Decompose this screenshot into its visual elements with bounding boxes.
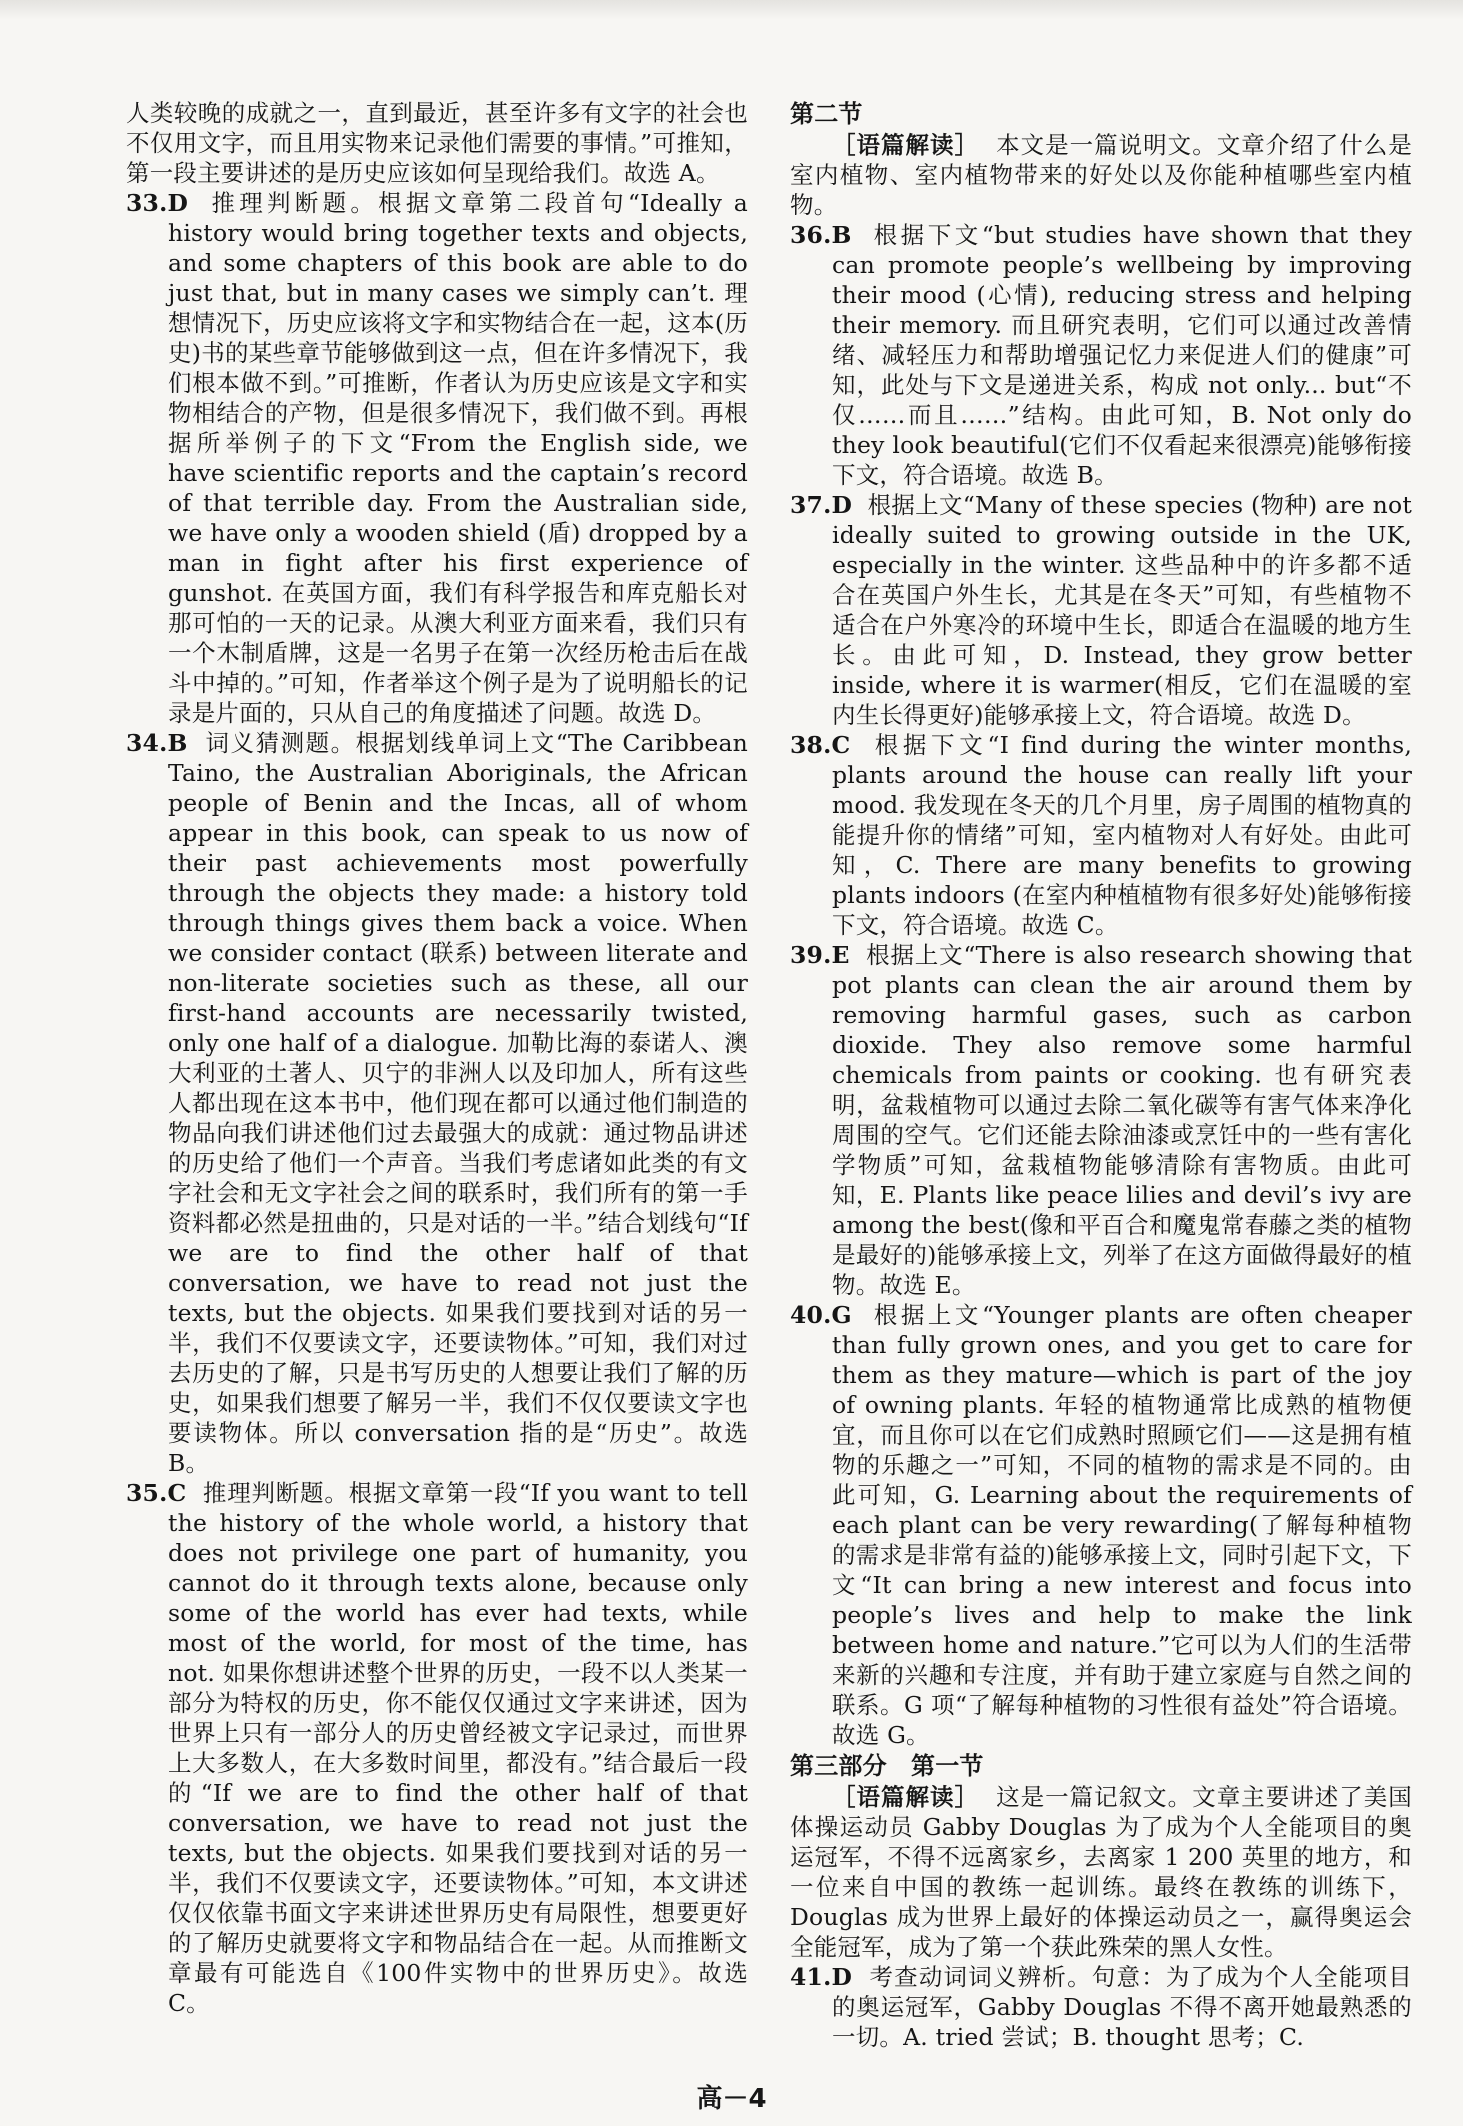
- section-heading: 第二节: [790, 100, 863, 128]
- answer-text: 根据下文“I find during the winter months, plants around the house can really lift your mood. 我发现在冬天的几个月里，房子周围的植物真的能提升你的情绪”可知，室内植物对人有好处。由此可知，C. There are many benefits to growing plants indoors (在室内种植植物有很多好处)能够衔接下文，符合语境。故选 C。: [832, 731, 1413, 939]
- answer-item-39: [790, 940, 1412, 1300]
- answer-item-40: [790, 1300, 1412, 1750]
- answer-number: 40.G: [790, 1301, 852, 1329]
- answer-text: 根据上文“Many of these species (物种) are not ideally suited to growing outside in the UK, especially in the winter. 这些品种中的许多都不适合在英国户外生长，尤其是在冬天”可知，有些植物不适合在户外寒冷的环境中生长，即适合在温暖的地方生长。由此可知，D. Instead, they grow better inside, where it is warmer(相反，它们在温暖的室内生长得更好)能够承接上文，符合语境。故选 D。: [832, 491, 1412, 729]
- answer-item-33: [126, 188, 748, 728]
- top-edge-band: [0, 0, 1463, 20]
- continued-paragraph: 人类较晚的成就之一，直到最近，甚至许多有文字的社会也不仅用文字，而且用实物来记录他们需要的事情。”可推知，第一段主要讲述的是历史应该如何呈现给我们。故选 A。: [126, 99, 748, 187]
- answer-text: 根据上文“Younger plants are often cheaper than fully grown ones, and you get to care for them as they mature—which is part of the joy of owning plants. 年轻的植物通常比成熟的植物便宜，而且你可以在它们成熟时照顾它们——这是拥有植物的乐趣之一”可知，不同的植物的需求是不同的。由此可知，G. Learning about the requirements of each plant can be very rewarding(了解每种植物的需求是非常有益的)能够承接上文，同时引起下文，下文“It can bring a new interest and focus into people’s lives and help to make the link between home and nature.”它可以为人们的生活带来新的兴趣和专注度，并有助于建立家庭与自然之间的联系。G 项“了解每种植物的习性很有益处”符合语境。故选 G。: [832, 1301, 1412, 1749]
- answer-item-35: [126, 1478, 748, 2018]
- answer-item-37: [790, 490, 1412, 730]
- answer-number: 41.D: [790, 1963, 853, 1991]
- answer-item-34: [126, 728, 748, 1478]
- answer-item-38: [790, 730, 1412, 940]
- answer-text: 词义猜测题。根据划线单词上文“The Caribbean Taino, the Australian Aboriginals, the African people of Benin and the Incas, all of whom appear in this book, can speak to us now of their past achievements most powerfully through the objects they made: a history told through things gives them back a voice. When we consider contact (联系) between literate and non-literate societies such as these, all our first-hand accounts are necessarily twisted, only one half of a dialogue. 加勒比海的泰诺人、澳大利亚的土著人、贝宁的非洲人以及印加人，所有这些人都出现在这本书中，他们现在都可以通过他们制造的物品向我们讲述他们过去最强大的成就：通过物品讲述的历史给了他们一个声音。当我们考虑诸如此类的有文字社会和无文字社会之间的联系时，我们所有的第一手资料都必然是扭曲的，只是对话的一半。”结合划线句“If we are to find the other half of that conversation, we have to read not just the texts, but the objects. 如果我们要找到对话的另一半，我们不仅要读文字，还要读物体。”可知，我们对过去历史的了解，只是书写历史的人想要让我们了解的历史，如果我们想要了解另一半，我们不仅仅要读文字也要读物体。所以 conversation 指的是“历史”。故选 B。: [168, 729, 748, 1477]
- summary-tag: ［语篇解读］: [832, 1783, 980, 1811]
- left-column: [126, 98, 748, 2018]
- section-heading: 第三部分 第一节: [790, 1752, 984, 1780]
- answer-text: 推理判断题。根据文章第一段“If you want to tell the history of the whole world, a history that does not privilege one part of humanity, you cannot do it through texts alone, because only some of the world has ever had texts, while most of the world, for most of the time, has not. 如果你想讲述整个世界的历史，一段不以人类某一部分为特权的历史，你不能仅仅通过文字来讲述，因为世界上只有一部分人的历史曾经被文字记录过，而世界上大多数人，在大多数时间里，都没有。”结合最后一段的“If we are to find the other half of that conversation, we have to read not just the texts, but the objects. 如果我们要找到对话的另一半，我们不仅要读文字，还要读物体。”可知，本文讲述仅仅依靠书面文字来讲述世界历史有局限性，想要更好的了解历史就要将文字和物品结合在一起。从而推断文章最有可能选自《100件实物中的世界历史》。故选 C。: [168, 1479, 749, 2017]
- answer-number: 35.C: [126, 1479, 187, 1507]
- passage-summary: [790, 130, 1412, 220]
- summary-text: 这是一篇记叙文。文章主要讲述了美国体操运动员 Gabby Douglas 为了成为个人全能项目的奥运冠军，不得不远离家乡，去离家 1 200 英里的地方，和一位来自中国的教练一起训练。最终在教练的训练下，Douglas 成为世界上最好的体操运动员之一，赢得奥运会全能冠军，成为了第一个获此殊荣的黑人女性。: [790, 1783, 1413, 1961]
- answer-number: 34.B: [126, 729, 188, 757]
- answer-text: 推理判断题。根据文章第二段首句“Ideally a history would bring together texts and objects, and some chapters of this book are able to do just that, but in many cases we simply can’t. 理想情况下，历史应该将文字和实物结合在一起，这本(历史)书的某些章节能够做到这一点，但在许多情况下，我们根本做不到。”可推断，作者认为历史应该是文字和实物相结合的产物，但是很多情况下，我们做不到。再根据所举例子的下文“From the English side, we have scientific reports and the captain’s record of that terrible day. From the Australian side, we have only a wooden shield (盾) dropped by a man in fight after his first experience of gunshot. 在英国方面，我们有科学报告和库克船长对那可怕的一天的记录。从澳大利亚方面来看，我们只有一个木制盾牌，这是一名男子在第一次经历枪击后在战斗中掉的。”可知，作者举这个例子是为了说明船长的记录是片面的，只从自己的角度描述了问题。故选 D。: [168, 189, 749, 727]
- answer-number: 36.B: [790, 221, 852, 249]
- answer-number: 38.C: [790, 731, 851, 759]
- page-number: 高－4: [696, 2084, 767, 2114]
- answer-item-41: [790, 1962, 1412, 2052]
- answer-text: 考查动词词义辨析。句意：为了成为个人全能项目的奥运冠军，Gabby Douglas 不得不离开她最熟悉的一切。A. tried 尝试；B. thought 思考；C.: [832, 1963, 1412, 2051]
- answer-number: 33.D: [126, 189, 189, 217]
- right-column: [790, 98, 1412, 2052]
- answer-text: 根据上文“There is also research showing that pot plants can clean the air around them by removing harmful gases, such as carbon dioxide. They also remove some harmful chemicals from paints or cooking. 也有研究表明，盆栽植物可以通过去除二氧化碳等有害气体来净化周围的空气。它们还能去除油漆或烹饪中的一些有害化学物质”可知，盆栽植物能够清除有害物质。由此可知，E. Plants like peace lilies and devil’s ivy are among the best(像和平百合和魔鬼常春藤之类的植物是最好的)能够承接上文，列举了在这方面做得最好的植物。故选 E。: [832, 941, 1412, 1299]
- summary-text: 本文是一篇说明文。文章介绍了什么是室内植物、室内植物带来的好处以及你能种植哪些室内植物。: [790, 131, 1413, 219]
- answer-text: 根据下文“but studies have shown that they can promote people’s wellbeing by improving their mood (心情), reducing stress and helping their memory. 而且研究表明，它们可以通过改善情绪、减轻压力和帮助增强记忆力来促进人们的健康”可知，此处与下文是递进关系，构成 not only... but“不仅……而且……”结构。由此可知，B. Not only do they look beautiful(它们不仅看起来很漂亮)能够衔接下文，符合语境。故选 B。: [832, 221, 1412, 489]
- answer-item-36: [790, 220, 1412, 490]
- answer-number: 39.E: [790, 941, 850, 969]
- passage-summary: [790, 1782, 1412, 1962]
- answer-number: 37.D: [790, 491, 853, 519]
- summary-tag: ［语篇解读］: [832, 131, 980, 159]
